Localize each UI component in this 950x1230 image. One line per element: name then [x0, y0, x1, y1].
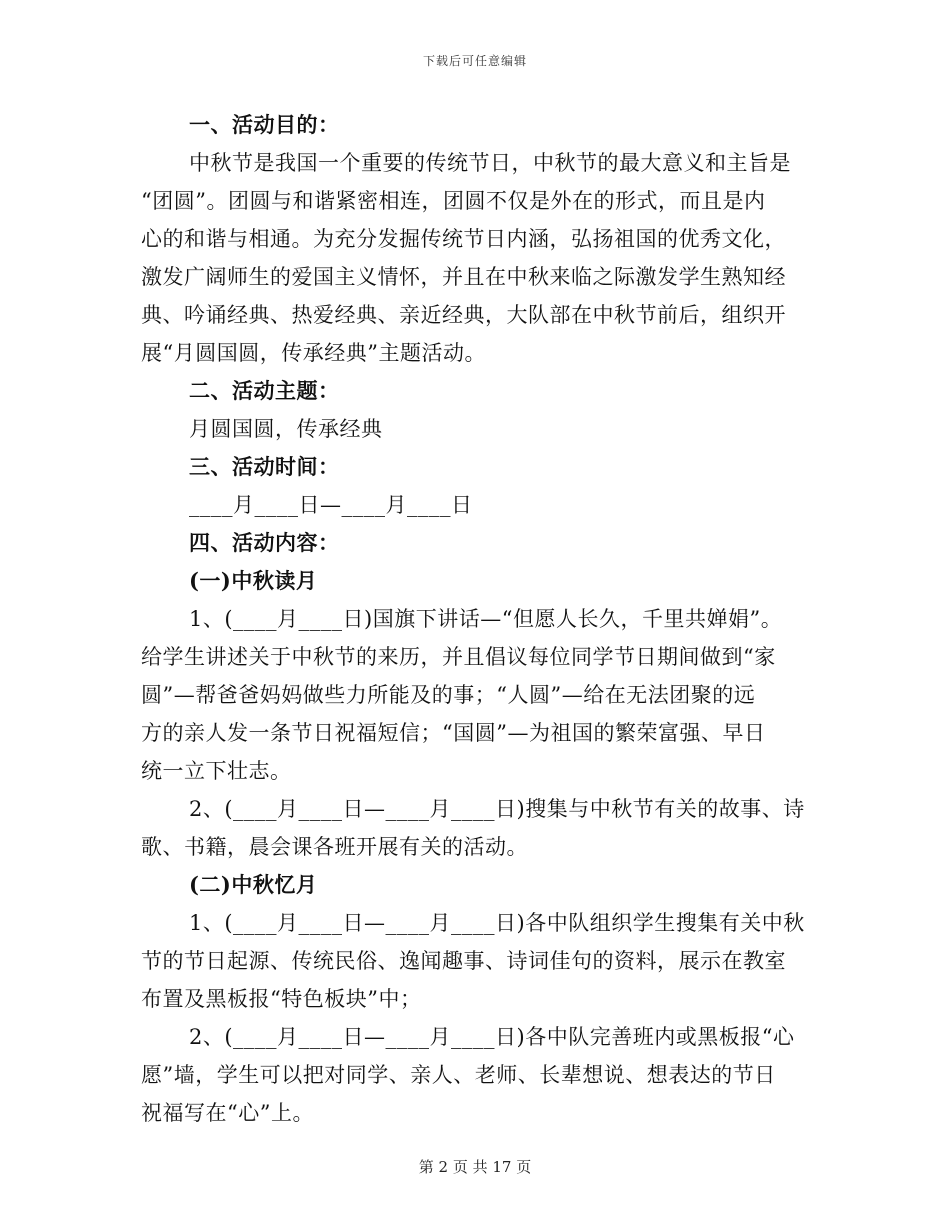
- section-heading: 三、活动时间：: [189, 454, 340, 479]
- section-heading: (二)中秋忆月: [189, 872, 318, 897]
- body-text-line: 中秋节是我国一个重要的传统节日，中秋节的最大意义和主旨是: [189, 151, 791, 175]
- body-text-line: 方的亲人发一条节日祝福短信；“国圆”—为祖国的繁荣富强、早日: [141, 721, 766, 745]
- body-text-line: 2、(____月____日—____月____日)搜集与中秋节有关的故事、诗: [189, 797, 805, 821]
- header-download-note: 下载后可任意编辑: [422, 54, 527, 68]
- body-text-line: ____月____日—____月____日: [189, 493, 473, 517]
- body-text-line: 1、(____月____日—____月____日)各中队组织学生搜集有关中秋: [189, 911, 805, 935]
- body-text-line: 月圆国圆，传承经典: [189, 417, 383, 441]
- section-heading: 四、活动内容：: [189, 530, 340, 555]
- section-heading: 一、活动目的：: [189, 112, 340, 137]
- body-text-line: 给学生讲述关于中秋节的来历，并且倡议每位同学节日期间做到“家: [141, 645, 776, 669]
- body-text-line: 布置及黑板报“特色板块”中；: [141, 987, 422, 1011]
- section-heading: (一)中秋读月: [189, 568, 318, 593]
- body-text-line: 2、(____月____日—____月____日)各中队完善班内或黑板报“心: [189, 1025, 795, 1049]
- body-text-line: 心的和谐与相通。为充分发掘传统节日内涵，弘扬祖国的优秀文化，: [141, 227, 786, 251]
- body-text-line: 愿”墙，学生可以把对同学、亲人、老师、长辈想说、想表达的节日: [141, 1063, 776, 1087]
- body-text-line: 圆”—帮爸爸妈妈做些力所能及的事；“人圆”—给在无法团聚的远: [141, 683, 756, 707]
- body-text-line: 歌、书籍，晨会课各班开展有关的活动。: [141, 835, 528, 859]
- body-text-line: 统一立下壮志。: [141, 759, 292, 783]
- section-heading: 二、活动主题：: [189, 378, 340, 403]
- body-text-line: 展“月圆国圆，传承经典”主题活动。: [141, 341, 486, 365]
- body-text-line: “团圆”。团圆与和谐紧密相连，团圆不仅是外在的形式，而且是内: [141, 189, 766, 213]
- body-text-line: 典、吟诵经典、热爱经典、亲近经典，大队部在中秋节前后，组织开: [141, 303, 786, 327]
- document-body: [141, 106, 806, 1132]
- body-text-line: 激发广阔师生的爱国主义情怀，并且在中秋来临之际激发学生熟知经: [141, 265, 786, 289]
- body-text-line: 1、(____月____日)国旗下讲话—“但愿人长久，千里共婵娟”。: [189, 607, 783, 631]
- body-text-line: 祝福写在“心”上。: [141, 1101, 314, 1125]
- body-text-line: 节的节日起源、传统民俗、逸闻趣事、诗词佳句的资料，展示在教室: [141, 949, 786, 973]
- page-number-footer: 第 2 页 共 17 页: [418, 1158, 532, 1176]
